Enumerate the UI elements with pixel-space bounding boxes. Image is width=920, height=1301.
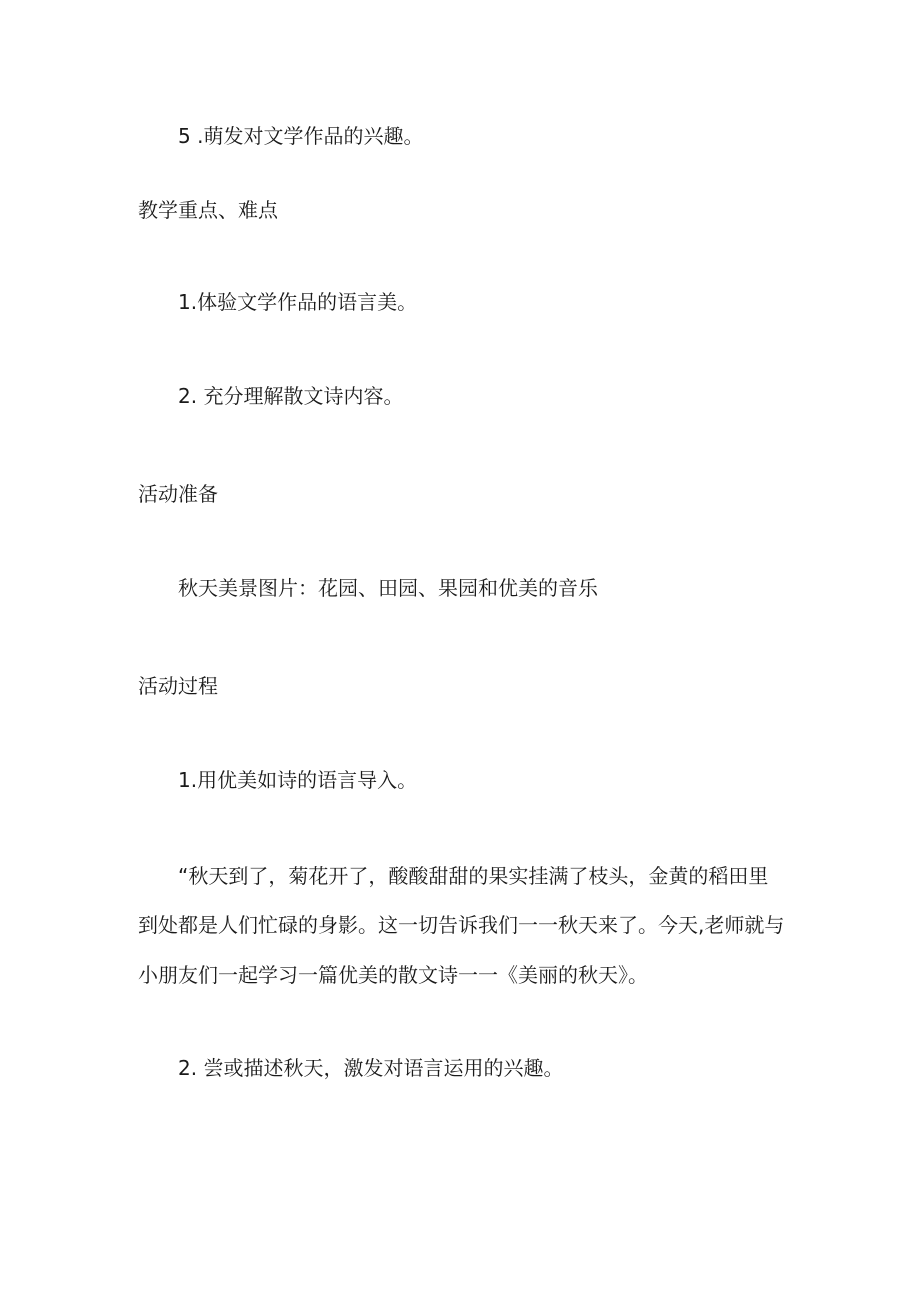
process-step-1: 1.用优美如诗的语言导入。 — [178, 768, 418, 792]
focus-heading: 教学重点、难点 — [138, 198, 278, 222]
process-step-2: 2. 尝或描述秋天，激发对语言运用的兴趣。 — [178, 1056, 564, 1080]
process-heading: 活动过程 — [138, 674, 218, 698]
quote-line-1: “秋天到了，菊花开了，酸酸甜甜的果实挂满了枝头，金黄的稻田里 — [178, 864, 769, 888]
quote-line-3: 小朋友们一起学习一篇优美的散文诗一一《美丽的秋天》。 — [138, 963, 648, 987]
preparation-text: 秋天美景图片：花园、田园、果园和优美的音乐 — [178, 576, 598, 600]
focus-item-1: 1.体验文学作品的语言美。 — [178, 290, 418, 314]
quote-line-2: 到处都是人们忙碌的身影。这一切告诉我们一一秋天来了。今天,老师就与 — [138, 913, 785, 937]
focus-item-2: 2. 充分理解散文诗内容。 — [178, 384, 404, 408]
preparation-heading: 活动准备 — [138, 482, 218, 506]
goal-item-5: 5 .萌发对文学作品的兴趣。 — [178, 124, 424, 148]
